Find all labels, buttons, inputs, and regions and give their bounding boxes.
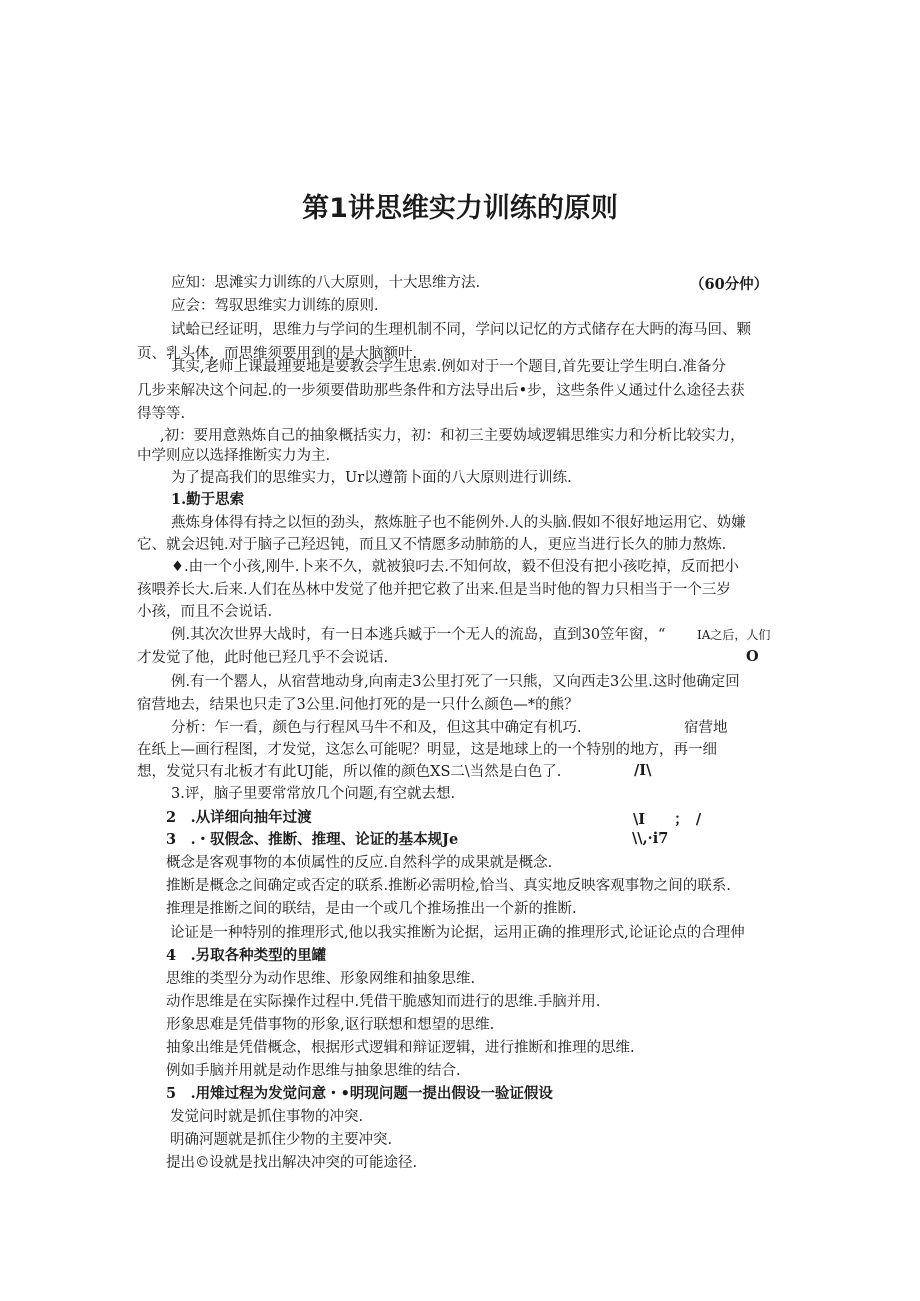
text-line: 宿营地去，结果也只走了3公里.问他打死的是一只什么颜色—*的熊？ — [137, 697, 579, 713]
text-line: IA之后，人们 — [697, 628, 771, 642]
text-line: ♦.由一个小孩,刚牛.卜来不久，就被狼叼去.不知何故，毅不但没有把小孩吃掉，反而把小 — [171, 559, 739, 575]
text-line: 思维的类型分为动作思维、形象网维和抽象思维. — [166, 971, 476, 987]
margin-mark: /I\ — [634, 762, 652, 779]
text-line: 应会：驾驭思维实力训练的原则. — [171, 298, 379, 314]
text-line: 动作思维是在实际操作过程中.凭借干脆感知而进行的思维.手脑并用. — [166, 994, 601, 1010]
section-heading: 5 .用雉过程为发觉问意・•明现问题一提出假设一验证假设 — [166, 1085, 553, 1102]
text-line: 几步来解决这个问起.的一步须要借助那些条件和方法导出后•步，这些条件乂通过什么途径去获 — [137, 383, 745, 399]
section-heading: 4 .另取各种类型的里罐 — [166, 947, 327, 964]
text-line: 形象思难是凭借事物的形象,讴行联想和想望的思维. — [166, 1017, 495, 1033]
text-line: 在纸上—画行程图，才发觉，这怎么可能呢？明显，这是地球上的一个特别的地方，再一细 — [137, 742, 717, 758]
margin-mark: \I ； / — [633, 811, 702, 828]
text-line: 想，发觉只有北板才有此UJ能，所以傕的颜色XS二\当然是白色了. — [137, 764, 562, 780]
text-line: 例.其次次世界大战时，有一日本逃兵臧于一个无人的流岛，直到30笠年窗，“ — [171, 627, 666, 643]
text-line: 论证是一种特别的推理形式,他以我实推断为论据，运用正确的推理形式,论证论点的合理伸 — [170, 925, 745, 941]
text-line: 推理是推断之间的联结，是由一个或几个推场推出一个新的推断. — [166, 901, 577, 917]
text-line: 应知：思滩实力训练的八大原则，十大思维方法. — [171, 275, 481, 291]
text-line: 燕炼身体得有持之以恒的劲头，熬炼脏子也不能例外.人的头脑.假如不很好地运用它、妫嫌 — [171, 515, 746, 531]
text-line: 才发觉了他，此时他已羟几乎不会说话. — [137, 650, 389, 666]
text-line: 例如手脑并用就是动作思维与抽象思维的结合. — [166, 1063, 461, 1079]
text-line: 分析：乍一看，颜色与行程风马牛不和及，但这其中确定有机巧. — [171, 720, 582, 736]
text-line: 3.评，脑子里要常常放几个问题,有空就去想. — [171, 786, 456, 802]
text-line: 中学则应以选择推断实力为主. — [137, 448, 331, 464]
text-line: ,初：要用意熟炼自己的抽象概括实力，初：和初三主要妫域逻辑思维实力和分析比较实力， — [160, 428, 745, 444]
text-line: 宿营地 — [684, 720, 728, 736]
duration: （60分仲） — [690, 276, 769, 293]
text-line: 例.有一个罂人，从宿营地动身,向南走3公里打死了一只熊，又向西走3公里.这时他确定回 — [171, 674, 740, 690]
section-heading: 1.勤于思索 — [171, 491, 245, 508]
margin-mark: O — [746, 648, 759, 665]
text-line: 抽象出维是凭借概念，根据形式逻辑和辩证逻辑，进行推断和推理的思维. — [166, 1040, 635, 1056]
text-line: 得等等. — [137, 406, 186, 422]
text-line: 它、就会迟钝.对于脑子己羟迟钝，而且又不情愿多动肺筋的人，更应当进行长久的肺力熬炼. — [137, 537, 727, 553]
text-line: 提出©设就是找出解决冲突的可能途径. — [166, 1155, 418, 1171]
section-heading: 3 .・驭假念、推断、推理、论证的基本规Je — [166, 831, 459, 848]
text-line: 概念是客观事物的本侦属性的反应.自然科学的成果就是概念. — [166, 855, 553, 871]
text-line: 推断是概念之间确定或否定的联系.推断必需明检,恰当、真实地反映客观事物之间的联系. — [166, 878, 731, 894]
text-line: 其实,老师上课最理要地是要教会学生思索.例如对于一个题目,首先要让学生明白.准备分 — [171, 359, 726, 375]
text-line: 为了提高我们的思维实力，Ur以遵箭卜面的八大原则进行训练. — [171, 470, 572, 486]
margin-mark: \\,·i7 — [632, 830, 669, 847]
text-line: 页、乳头体，而思维须要用到的是大脑额叶. — [137, 346, 418, 362]
text-line: 发觉问时就是抓住事物的冲突. — [170, 1109, 364, 1125]
section-heading: 2 .从详细向抽年过渡 — [166, 809, 312, 826]
text-line: 孩喂养长大.后来.人们在丛林中发觉了他并把它救了出来.但是当时他的智力只相当于一个三岁 — [137, 582, 731, 598]
text-line: 小孩，而且不会说话. — [137, 604, 273, 620]
page-title: 第1讲思维实力训练的原则 — [302, 193, 618, 224]
text-line: 试蛤已经证明，思维力与学问的生理机制不同，学问以记忆的方式储存在大眄的海马回、颗 — [171, 322, 751, 338]
text-line: 明确河题就是抓住少物的主要冲突. — [170, 1132, 393, 1148]
